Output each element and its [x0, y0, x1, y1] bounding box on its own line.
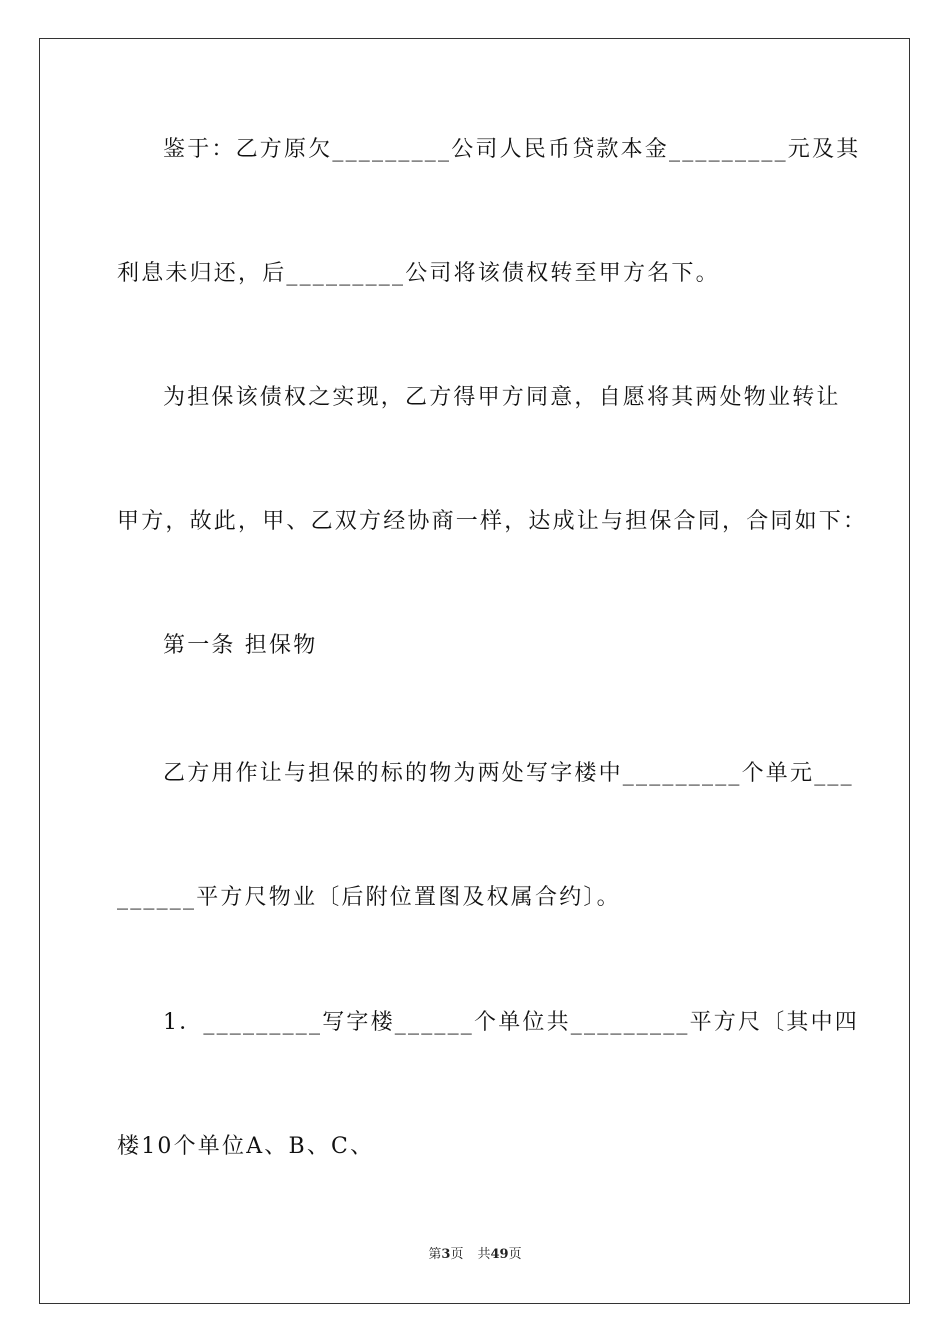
total-pages: 49: [490, 1247, 509, 1262]
page-suffix: 页: [450, 1247, 464, 1262]
paragraph-line-3: 为担保该债权之实现，乙方得甲方同意，自愿将其两处物业转让: [163, 385, 841, 410]
paragraph-line-9: 楼10个单位A、B、C、: [117, 1134, 375, 1159]
page-border: [39, 38, 910, 1304]
paragraph-line-6: 乙方用作让与担保的标的物为两处写字楼中_________个单元___: [163, 761, 854, 786]
total-prefix: 共: [477, 1247, 491, 1262]
paragraph-line-2: 利息未归还，后_________公司将该债权转至甲方名下。: [117, 261, 720, 286]
page-footer: [0, 1246, 950, 1264]
page-number: 3: [441, 1247, 451, 1262]
total-suffix: 页: [508, 1247, 522, 1262]
paragraph-line-4: 甲方，故此，甲、乙双方经协商一样，达成让与担保合同，合同如下：: [117, 509, 868, 534]
paragraph-line-8: 1．_________写字楼______个单位共_________平方尺〔其中四: [163, 1010, 859, 1035]
paragraph-line-1: 鉴于：乙方原欠_________公司人民币贷款本金_________元及其: [163, 137, 861, 162]
paragraph-line-7: ______平方尺物业〔后附位置图及权属合约〕。: [117, 885, 621, 910]
page-prefix: 第: [428, 1247, 442, 1262]
article-heading: 第一条 担保物: [163, 633, 318, 658]
